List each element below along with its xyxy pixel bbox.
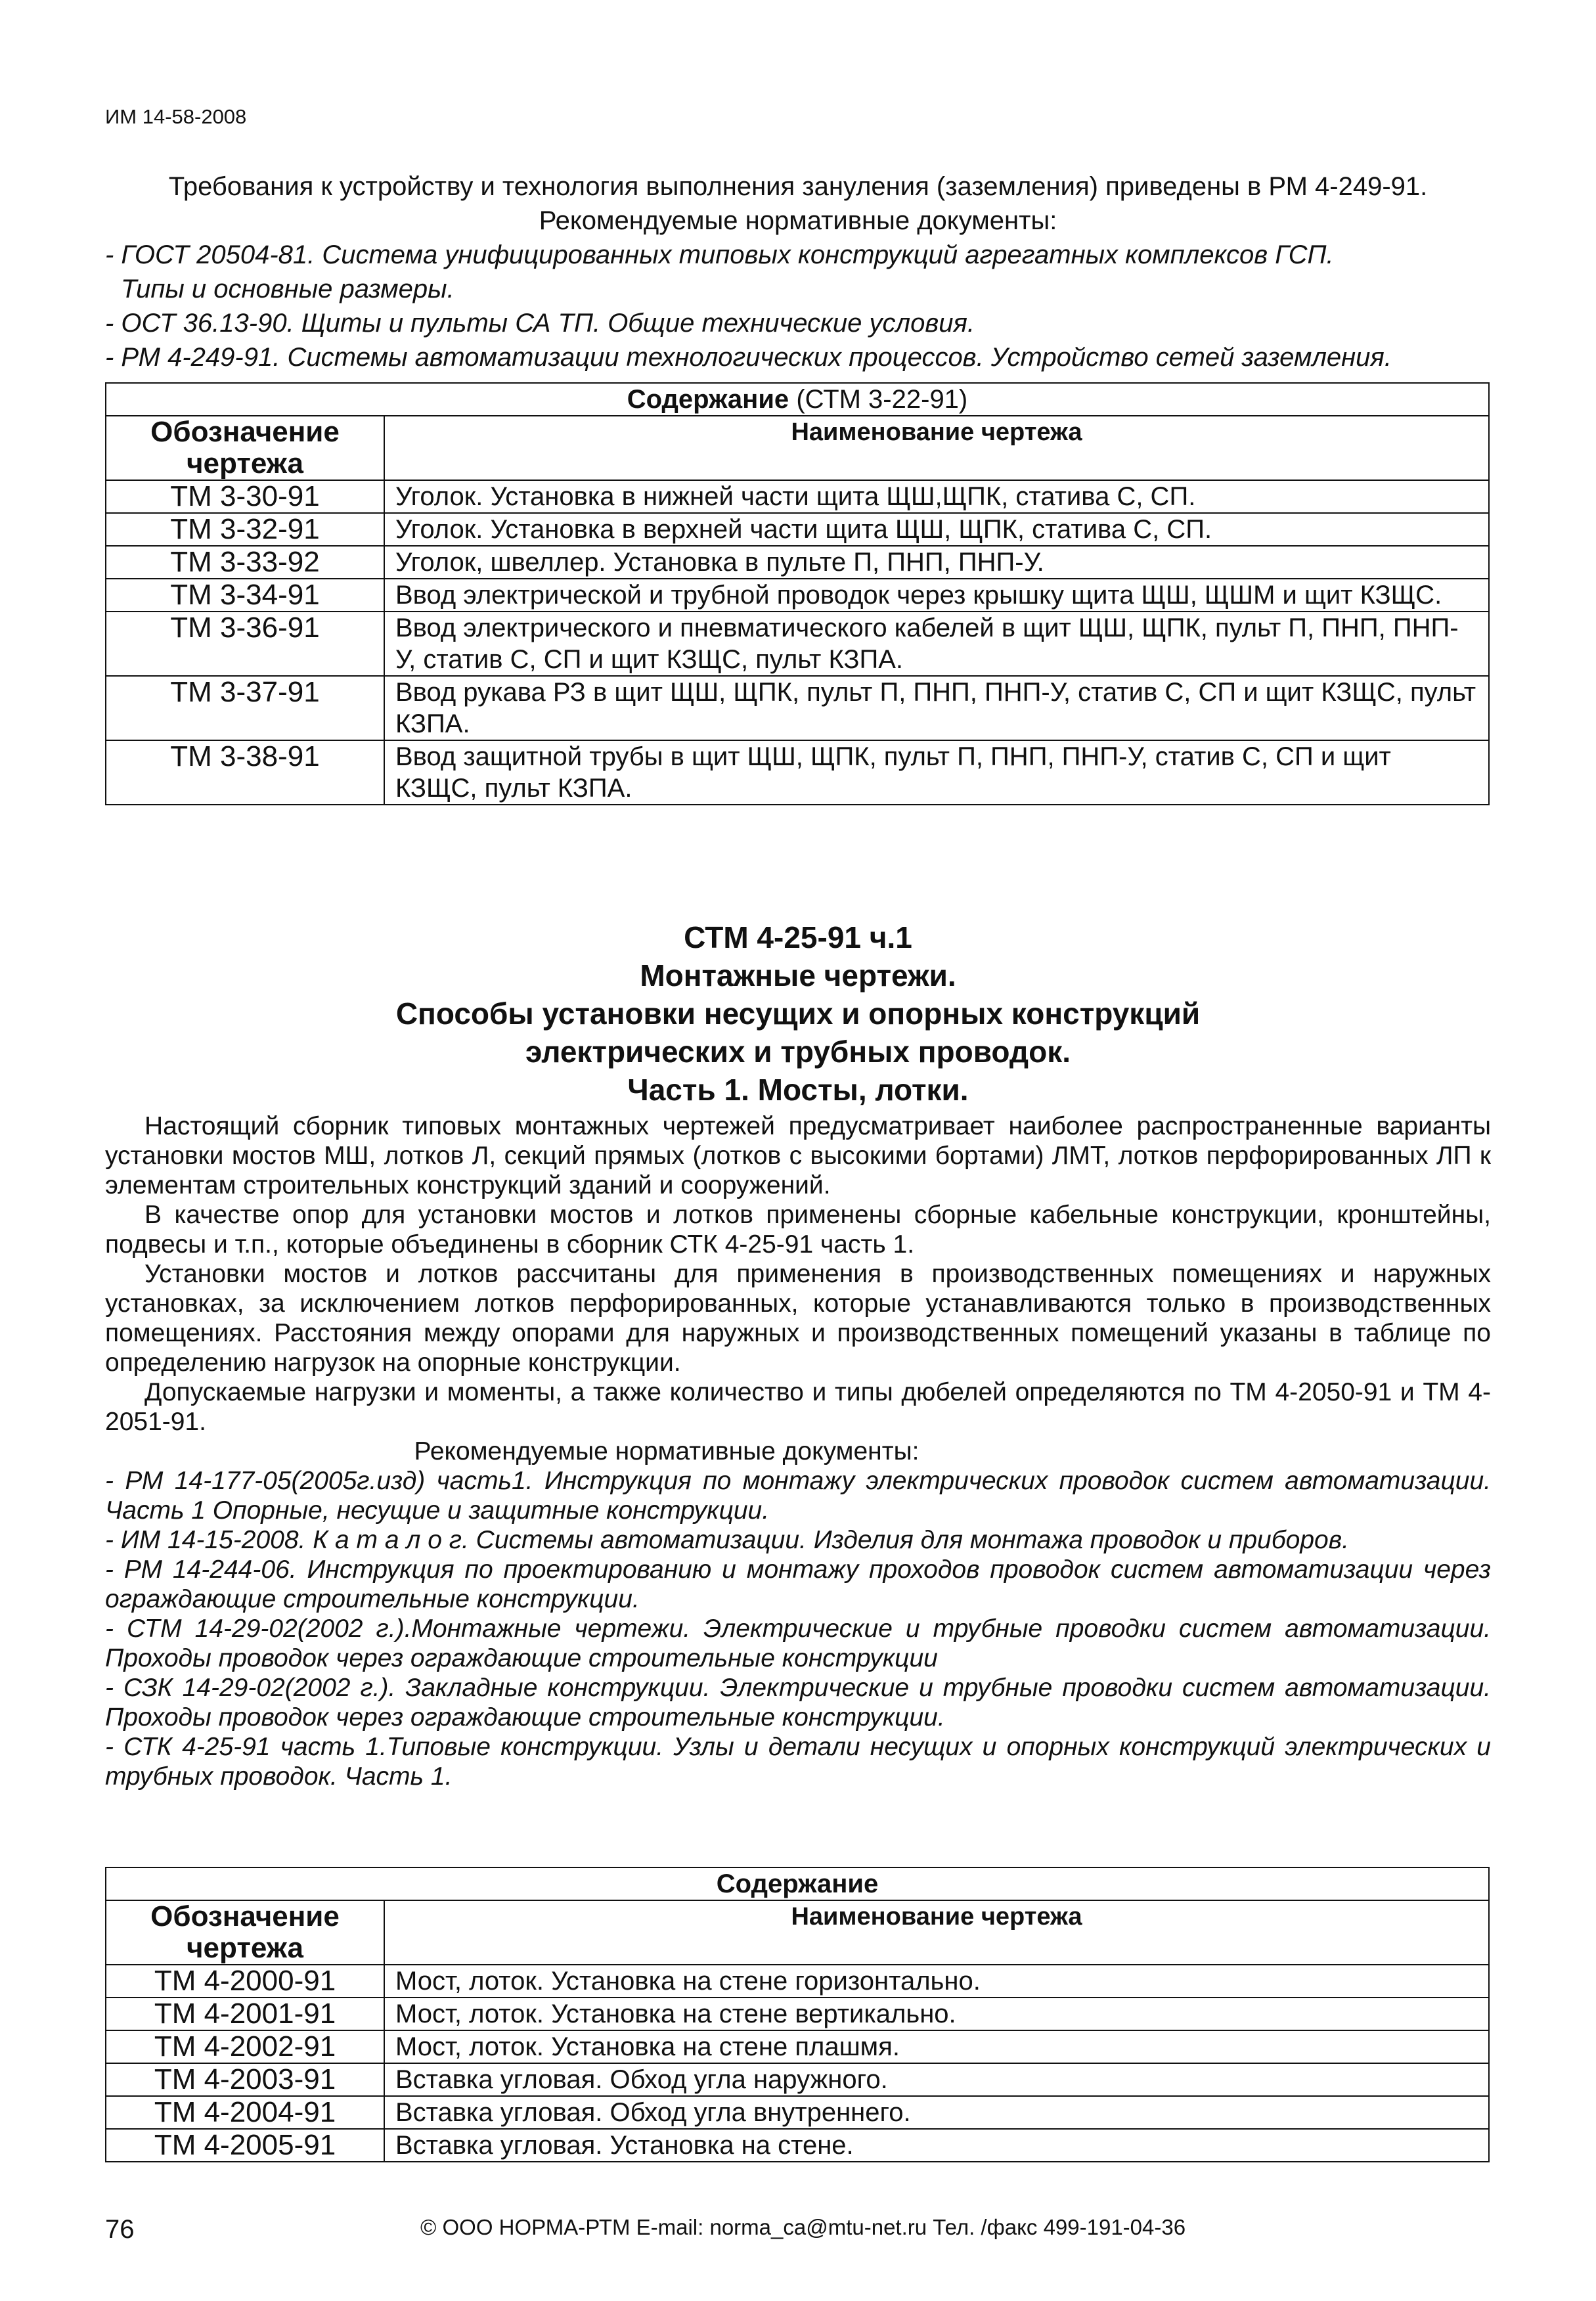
table-row: ТМ 4-2001-91 Мост, лоток. Установка на стене вертикально. [106,1998,1489,2030]
column-header-name: Наименование чертежа [384,1900,1489,1965]
table-row: ТМ 3-34-91 Ввод электрической и трубной проводок через крышку щита ЩШ, ЩШМ и щит КЗЩС. [106,579,1489,612]
table-row: ТМ 3-30-91 Уголок. Установка в нижней части щита ЩШ,ЩПК, статива С, СП. [106,480,1489,513]
table-row: ТМ 3-36-91 Ввод электрического и пневматического кабелей в щит ЩШ, ЩПК, пульт П, ПНП, ПНП-У, статив С, СП и щит КЗЩС, пульт КЗПА. [106,612,1489,676]
doc-item: - ИМ 14-15-2008. К а т а л о г. Системы автоматизации. Изделия для монтажа проводок и приборов. [105,1526,1349,1554]
doc-item: - СЗК 14-29-02(2002 г.). Закладные конструкции. Электрические и трубные проводки систем автоматизации. Проходы проводок через ограждающие строительные конструкции. [105,1674,1491,1731]
section-body [105,1111,1491,1791]
table-row: ТМ 4-2003-91 Вставка угловая. Обход угла наружного. [106,2063,1489,2096]
recommended-docs-title: Рекомендуемые нормативные документы: [414,1437,920,1465]
doc-item: - РМ 14-177-05(2005г.изд) часть1. Инструкция по монтажу электрических проводок систем автоматизации. Часть 1 Опорные, несущие и защитные конструкции. [105,1467,1491,1525]
recommended-docs-title: Рекомендуемые нормативные документы: [539,206,1057,235]
table-row: ТМ 4-2000-91 Мост, лоток. Установка на стене горизонтально. [106,1965,1489,1998]
table-row: ТМ 3-32-91 Уголок. Установка в верхней части щита ЩШ, ЩПК, статива С, СП. [106,513,1489,546]
document-code: ИМ 14-58-2008 [105,105,247,128]
table-row: ТМ 3-38-91 Ввод защитной трубы в щит ЩШ, ЩПК, пульт П, ПНП, ПНП-У, статив С, СП и щит КЗЩС, пульт КЗПА. [106,740,1489,805]
paragraph: Допускаемые нагрузки и моменты, а также количество и типы дюбелей определяются по ТМ 4-2050-91 и ТМ 4-2051-91. [105,1378,1491,1436]
table-row: ТМ 4-2005-91 Вставка угловая. Установка на стене. [106,2129,1489,2162]
table-row: ТМ 3-33-92 Уголок, швеллер. Установка в пульте П, ПНП, ПНП-У. [106,546,1489,579]
doc-item: Типы и основные размеры. [121,275,454,303]
table-row: ТМ 4-2004-91 Вставка угловая. Обход угла внутреннего. [106,2096,1489,2129]
doc-item: - СТК 4-25-91 часть 1.Типовые конструкции. Узлы и детали несущих и опорных конструкций электрических и трубных проводок. Часть 1. [105,1733,1491,1791]
paragraph: Установки мостов и лотков рассчитаны для применения в производственных помещениях и наружных установках, за исключением лотков перфорированных, которые устанавливаются только в производственных помещениях. Расстояния между опорами для наружных и производственных помещений указаны в таблице по определению нагрузок на опорные конструкции. [105,1260,1491,1377]
section-title-line: СТМ 4-25-91 ч.1 [684,920,912,954]
doc-item: - РМ 14-244-06. Инструкция по проектированию и монтажу проходов проводок систем автоматизации через ограждающие строительные конструкции. [105,1555,1491,1613]
paragraph: Настоящий сборник типовых монтажных чертежей предусматривает наиболее распространенные варианты установки мостов МШ, лотков Л, секций прямых (лотков с высокими бортами) ЛМТ, лотков перфорированных ЛП к элементам строительных конструкций зданий и сооружений. [105,1112,1491,1199]
table-title: Содержание (СТМ 3-22-91) [106,383,1489,416]
contents-table-1 [105,382,1490,805]
column-header-name: Наименование чертежа [384,416,1489,480]
table-row: ТМ 3-37-91 Ввод рукава РЗ в щит ЩШ, ЩПК, пульт П, ПНП, ПНП-У, статив С, СП и щит КЗЩС, пульт КЗПА. [106,676,1489,740]
section-title-line: Способы установки несущих и опорных конструкций [395,996,1201,1031]
paragraph: В качестве опор для установки мостов и лотков применены сборные кабельные конструкции, кронштейны, подвесы и т.п., которые объединены в сборник СТК 4-25-91 часть 1. [105,1201,1491,1259]
doc-item: - ГОСТ 20504-81. Система унифицированных типовых конструкций агрегатных комплексов ГСП. [105,240,1334,269]
doc-item: - ОСТ 36.13-90. Щиты и пульты СА ТП. Общие технические условия. [105,309,975,338]
section-title-line: электрических и трубных проводок. [525,1035,1071,1069]
section-title-line: Часть 1. Мосты, лотки. [627,1073,969,1107]
table-row: ТМ 4-2002-91 Мост, лоток. Установка на стене плашмя. [106,2030,1489,2063]
requirements-line: Требования к устройству и технология выполнения зануления (заземления) приведены в РМ 4-249-91. [168,172,1428,201]
doc-item: - СТМ 14-29-02(2002 г.).Монтажные чертежи. Электрические и трубные проводки систем автоматизации. Проходы проводок через ограждающие строительные конструкции [105,1615,1491,1672]
section-title [105,918,1491,1109]
intro-block [105,169,1491,374]
footer-contacts: © ООО НОРМА-РТМ E-mail: norma_ca@mtu-net.ru Тел. /факс 499-191-04-36 [420,2215,1186,2239]
doc-item: - РМ 4-249-91. Системы автоматизации технологических процессов. Устройство сетей заземления. [105,343,1392,372]
column-header-code: Обозначение чертежа [106,1900,384,1965]
contents-table-2 [105,1867,1490,2162]
table-title: Содержание [106,1867,1489,1900]
page-number: 76 [105,2215,135,2244]
column-header-code: Обозначение чертежа [106,416,384,480]
section-title-line: Монтажные чертежи. [640,958,956,993]
